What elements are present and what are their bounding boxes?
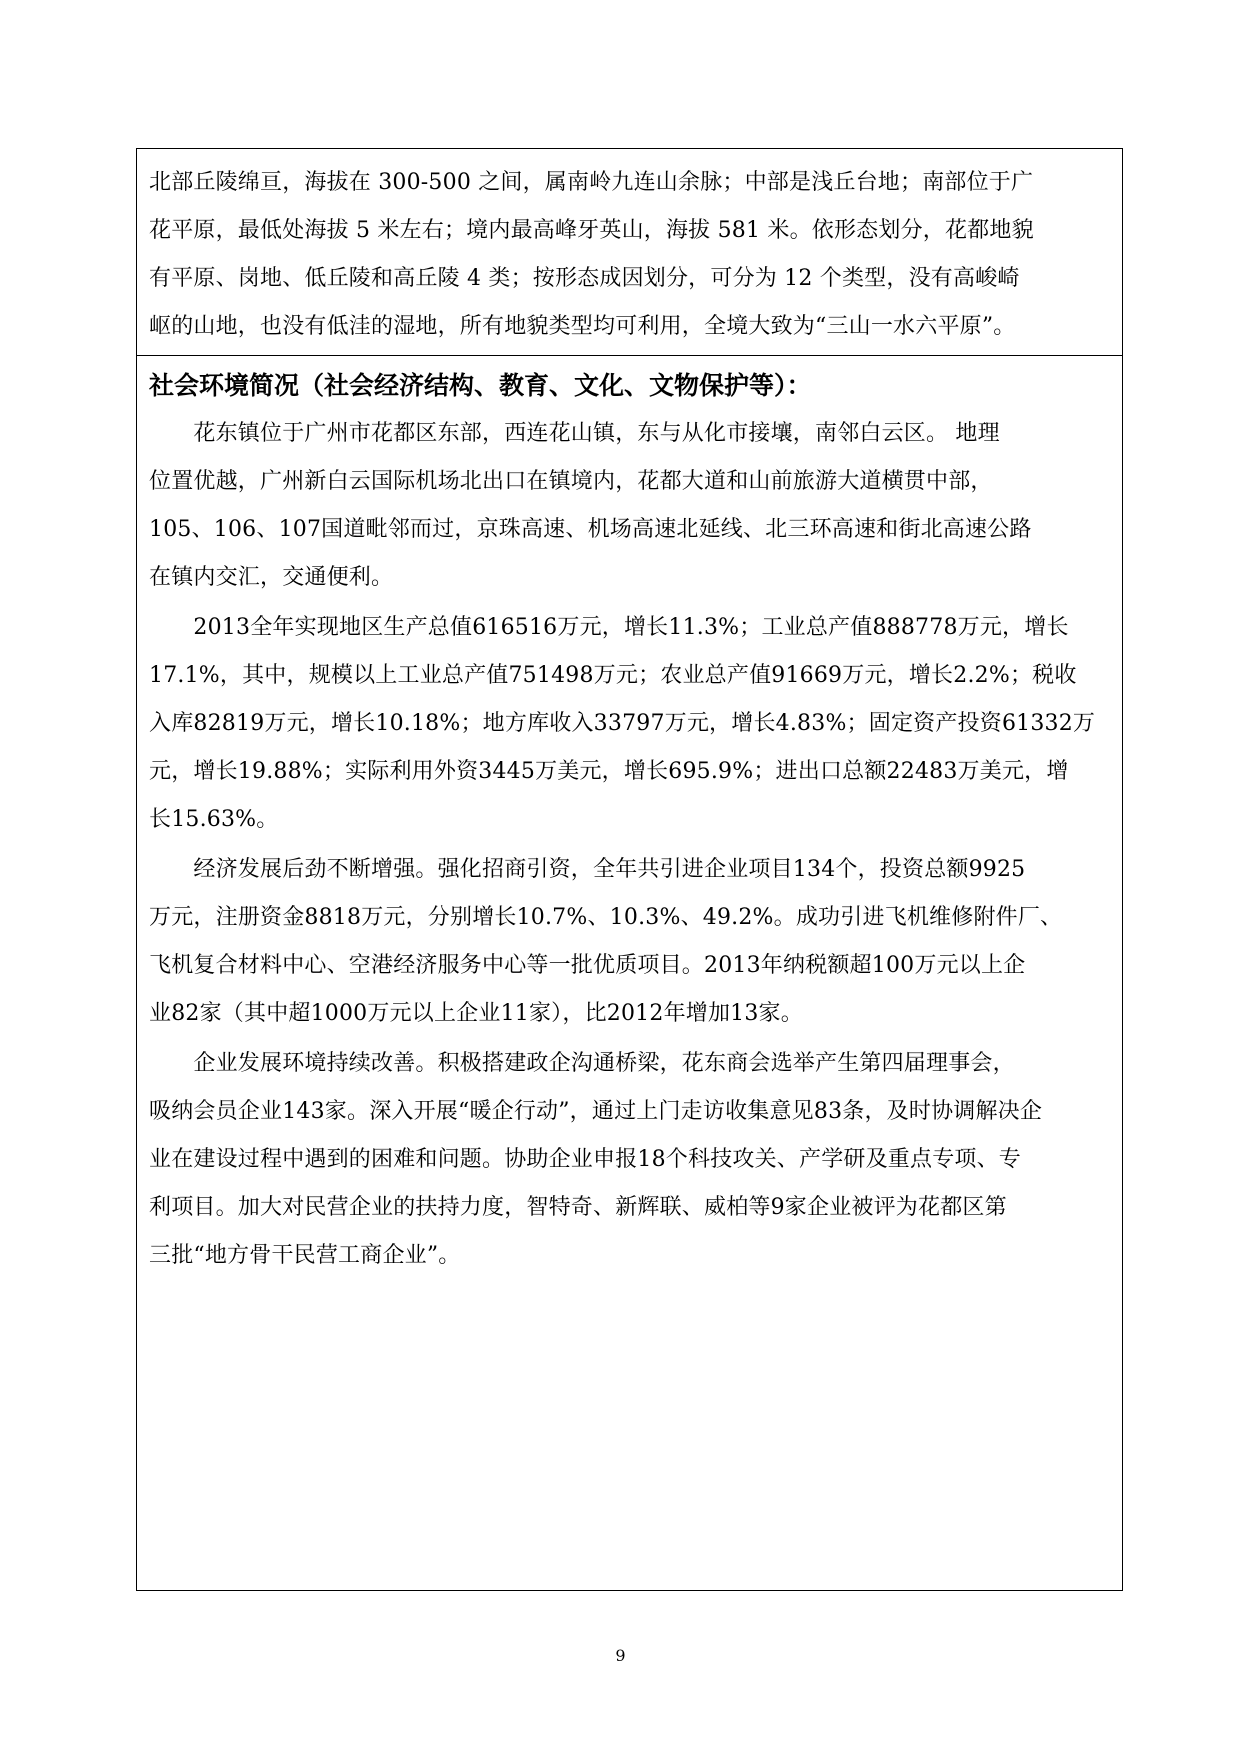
paragraph-location (149, 410, 1112, 602)
text-line: 在镇内交汇，交通便利。 (149, 565, 394, 590)
text-line: 花东镇位于广州市花都区东部，西连花山镇，东与从化市接壤，南邻白云区。 地理 (149, 421, 1000, 446)
text-line: 飞机复合材料中心、空港经济服务中心等一批优质项目。2013年纳税额超100万元以上企 (149, 953, 1026, 978)
text-line: 有平原、岗地、低丘陵和高丘陵 4 类；按形态成因划分，可分为 12 个类型，没有高峻崎 (149, 266, 1020, 291)
text-line: 入库82819万元，增长10.18%；地方库收入33797万元，增长4.83%；固定资产投资61332万 (149, 711, 1096, 736)
social-environment-cell (137, 356, 1122, 1282)
text-line: 经济发展后劲不断增强。强化招商引资，全年共引进企业项目134个，投资总额9925 (149, 857, 1026, 882)
text-line: 万元，注册资金8818万元，分别增长10.7%、10.3%、49.2%。成功引进飞机维修附件厂、 (149, 905, 1063, 930)
section-heading: 社会环境简况（社会经济结构、教育、文化、文物保护等）： (149, 371, 812, 400)
text-line: 位置优越，广州新白云国际机场北出口在镇境内，花都大道和山前旅游大道横贯中部， (149, 469, 993, 494)
paragraph-investment (149, 846, 1112, 1038)
text-line: 元，增长19.88%；实际利用外资3445万美元，增长695.9%；进出口总额22483万美元，增 (149, 759, 1069, 784)
text-line: 花平原，最低处海拔 5 米左右；境内最高峰牙英山，海拔 581 米。依形态划分，花都地貌 (149, 218, 1034, 243)
text-line: 吸纳会员企业143家。深入开展“暖企行动”，通过上门走访收集意见83条，及时协调解决企 (149, 1099, 1043, 1124)
paragraph-business-environment (149, 1040, 1112, 1280)
paragraph-economy-stats (149, 604, 1112, 844)
natural-environment-cell (137, 149, 1122, 356)
page-number: 9 (615, 1646, 626, 1665)
text-line: 业在建设过程中遇到的困难和问题。协助企业申报18个科技攻关、产学研及重点专项、专 (149, 1147, 1021, 1172)
text-line: 长15.63%。 (149, 807, 279, 832)
form-table (136, 148, 1123, 1591)
text-line: 105、106、107国道毗邻而过，京珠高速、机场高速北延线、北三环高速和街北高速公路 (149, 517, 1032, 542)
text-line: 北部丘陵绵亘，海拔在 300-500 之间，属南岭九连山余脉；中部是浅丘台地；南部位于广 (149, 170, 1034, 195)
text-line: 17.1%，其中，规模以上工业总产值751498万元；农业总产值91669万元，增长2.2%；税收 (149, 663, 1077, 688)
text-line: 岖的山地，也没有低洼的湿地，所有地貌类型均可利用，全境大致为“三山一水六平原”。 (149, 314, 1016, 339)
text-line: 企业发展环境持续改善。积极搭建政企沟通桥梁，花东商会选举产生第四届理事会， (149, 1051, 1015, 1076)
text-line: 三批“地方骨干民营工商企业”。 (149, 1243, 461, 1268)
text-line: 利项目。加大对民营企业的扶持力度，智特奇、新辉联、威柏等9家企业被评为花都区第 (149, 1195, 1007, 1220)
text-line: 2013全年实现地区生产总值616516万元，增长11.3%；工业总产值888778万元，增长 (149, 615, 1069, 640)
text-line: 业82家（其中超1000万元以上企业11家），比2012年增加13家。 (149, 1001, 803, 1026)
